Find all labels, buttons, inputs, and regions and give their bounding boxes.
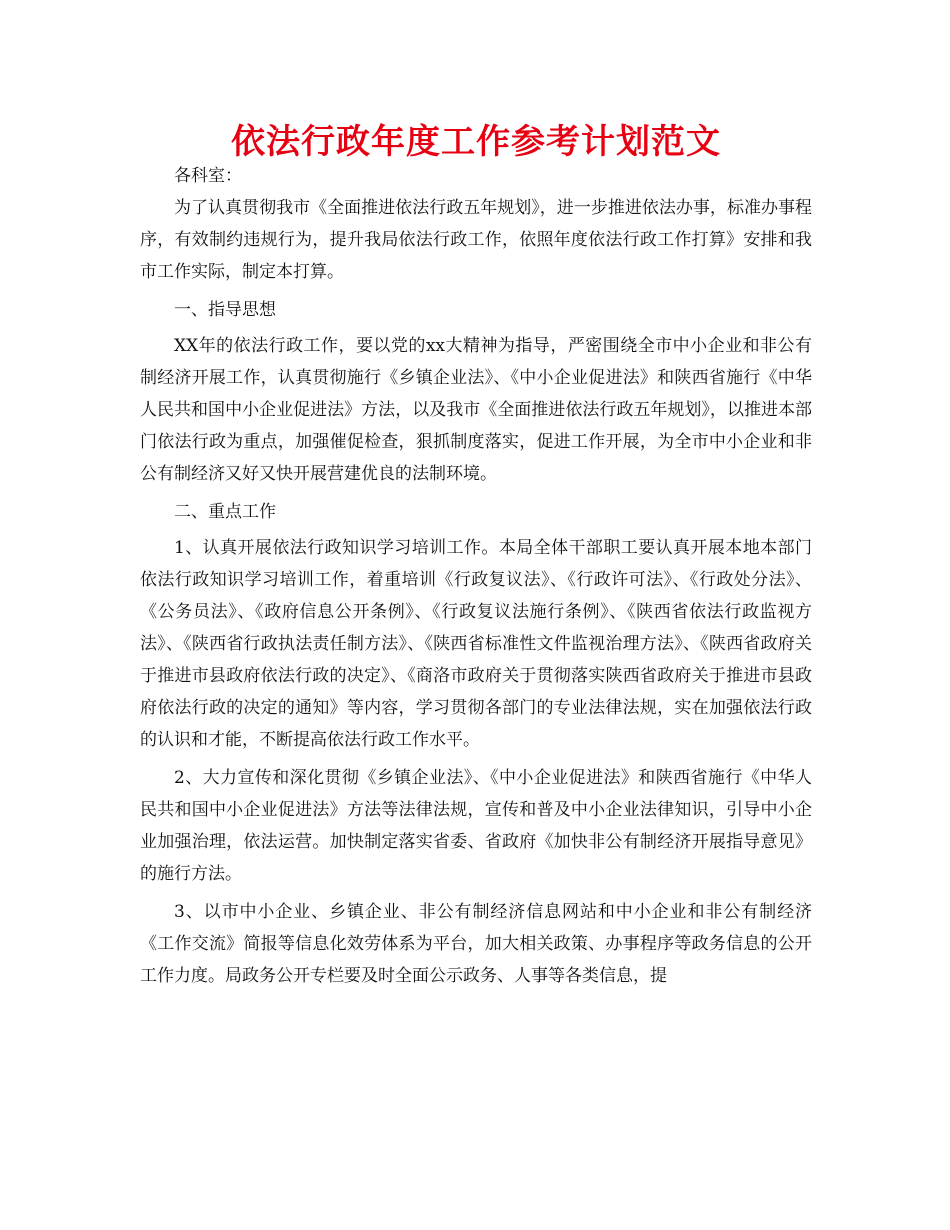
key-work-item-1: 1、认真开展依法行政知识学习培训工作。本局全体干部职工要认真开展本地本部门依法行政知识学习培训工作，着重培训《行政复议法》、《行政许可法》、《行政处分法》、《公务员法》、《政府信息公开条例》、《行政复议法施行条例》、《陕西省依法行政监视方法》、《陕西省行政执法责任制方法》、《陕西省标准性文件监视治理方法》、《陕西省政府关于推进市县政府依法行政的决定》、《商洛市政府关于贯彻落实陕西省政府关于推进市县政府依法行政的决定的通知》等内容，学习贯彻各部门的专业法律法规，实在加强依法行政的认识和才能，不断提高依法行政工作水平。 <box>140 538 812 750</box>
guiding-thought-paragraph: XX年的依法行政工作，要以党的xx大精神为指导，严密围绕全市中小企业和非公有制经济开展工作，认真贯彻施行《乡镇企业法》、《中小企业促进法》和陕西省施行《中华人民共和国中小企业促进法》方法，以及我市《全面推进依法行政五年规划》，以推进本部门依法行政为重点，加强催促检查，狠抓制度落实，促进工作开展，为全市中小企业和非公有制经济又好又快开展营建优良的法制环境。 <box>140 336 812 484</box>
document-body <box>140 118 812 992</box>
salutation: 各科室： <box>174 166 242 186</box>
key-work-item-2: 2、大力宣传和深化贯彻《乡镇企业法》、《中小企业促进法》和陕西省施行《中华人民共和国中小企业促进法》方法等法律法规，宣传和普及中小企业法律知识，引导中小企业加强治理，依法运营。加快制定落实省委、省政府《加快非公有制经济开展指导意见》的施行方法。 <box>140 768 812 884</box>
document-title: 依法行政年度工作参考计划范文 <box>231 122 721 162</box>
intro-paragraph: 为了认真贯彻我市《全面推进依法行政五年规划》，进一步推进依法办事，标准办事程序，有效制约违规行为，提升我局依法行政工作，依照年度依法行政工作打算》安排和我市工作实际，制定本打算。 <box>140 198 812 282</box>
section-heading-guiding-thought: 一、指导思想 <box>174 300 276 320</box>
key-work-item-3: 3、以市中小企业、乡镇企业、非公有制经济信息网站和中小企业和非公有制经济《工作交流》简报等信息化效劳体系为平台，加大相关政策、办事程序等政务信息的公开工作力度。局政务公开专栏要及时全面公示政务、人事等各类信息，提 <box>140 902 812 986</box>
section-heading-key-work: 二、重点工作 <box>174 502 276 522</box>
